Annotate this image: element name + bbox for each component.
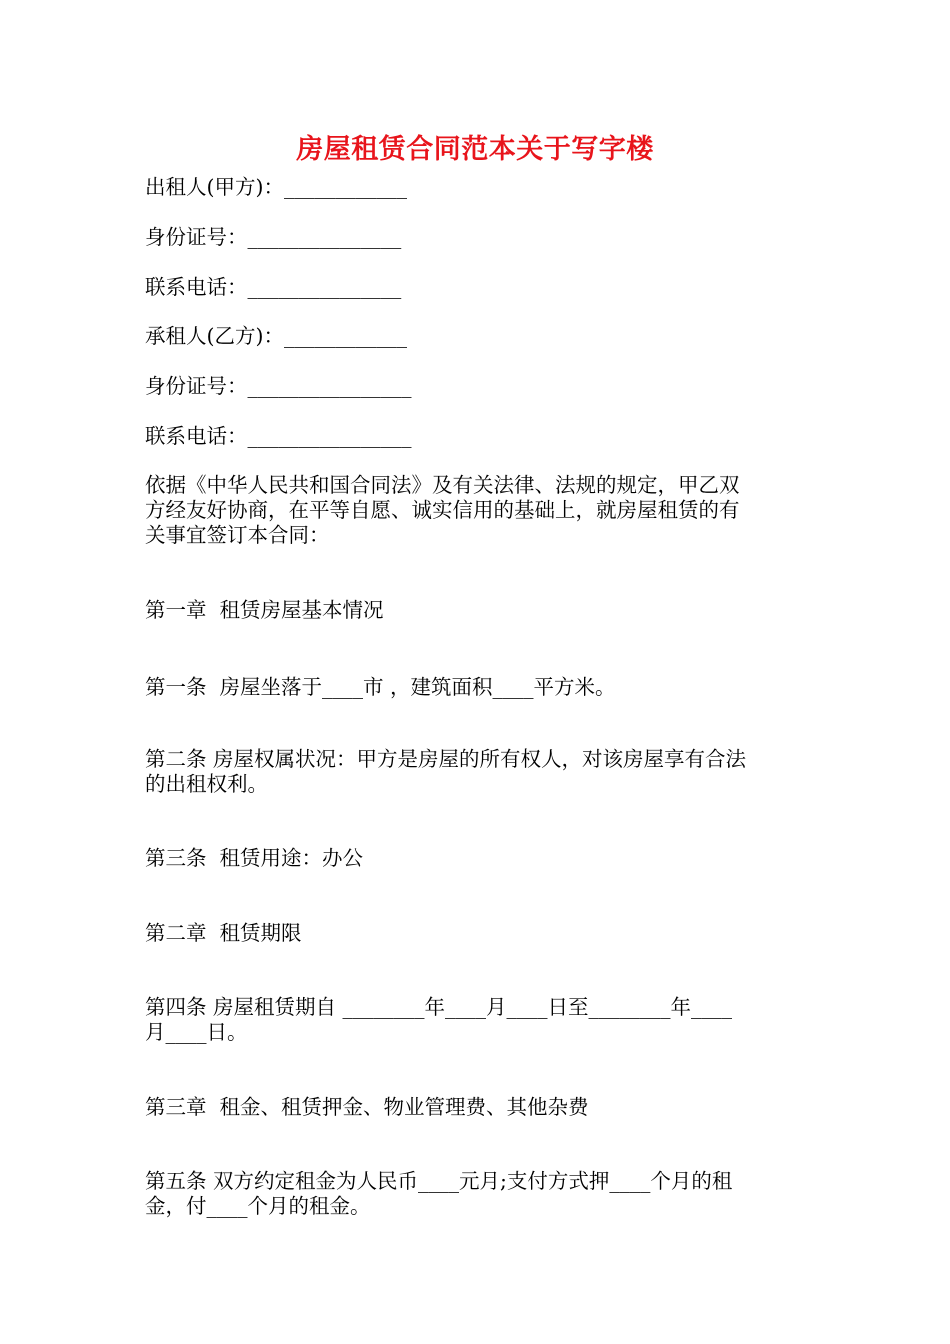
article-paragraph: 第四条 房屋租赁期自 ________年____月____日至________年____ 月____日。 — [145, 995, 733, 1044]
document-title: 房屋租赁合同范本关于写字楼 — [296, 134, 654, 165]
lessor-id-field: 身份证号：_______________ — [145, 225, 402, 249]
lessor-phone-field: 联系电话：_______________ — [145, 275, 402, 299]
lessor-field: 出租人(甲方)：____________ — [145, 175, 407, 199]
chapter-heading: 第一章 租赁房屋基本情况 — [145, 598, 384, 622]
chapter-heading: 第二章 租赁期限 — [145, 921, 302, 945]
article-paragraph: 第五条 双方约定租金为人民币____元月;支付方式押____个月的租 金，付____个月的租金。 — [145, 1169, 733, 1218]
lessee-id-field: 身份证号：________________ — [145, 374, 412, 398]
lessee-field: 承租人(乙方)：____________ — [145, 324, 407, 348]
lessee-phone-field: 联系电话：________________ — [145, 424, 412, 448]
article-paragraph: 第三条 租赁用途：办公 — [145, 846, 364, 870]
chapter-heading: 第三章 租金、租赁押金、物业管理费、其他杂费 — [145, 1095, 589, 1119]
article-paragraph: 第一条 房屋坐落于____市 ，建筑面积____平方米。 — [145, 675, 616, 699]
preamble-paragraph: 依据《中华人民共和国合同法》及有关法律、法规的规定，甲乙双 方经友好协商，在平等自愿、诚实信用的基础上，就房屋租赁的有 关事宜签订本合同： — [145, 473, 740, 547]
article-paragraph: 第二条 房屋权属状况：甲方是房屋的所有权人，对该房屋享有合法 的出租权利。 — [145, 747, 747, 796]
